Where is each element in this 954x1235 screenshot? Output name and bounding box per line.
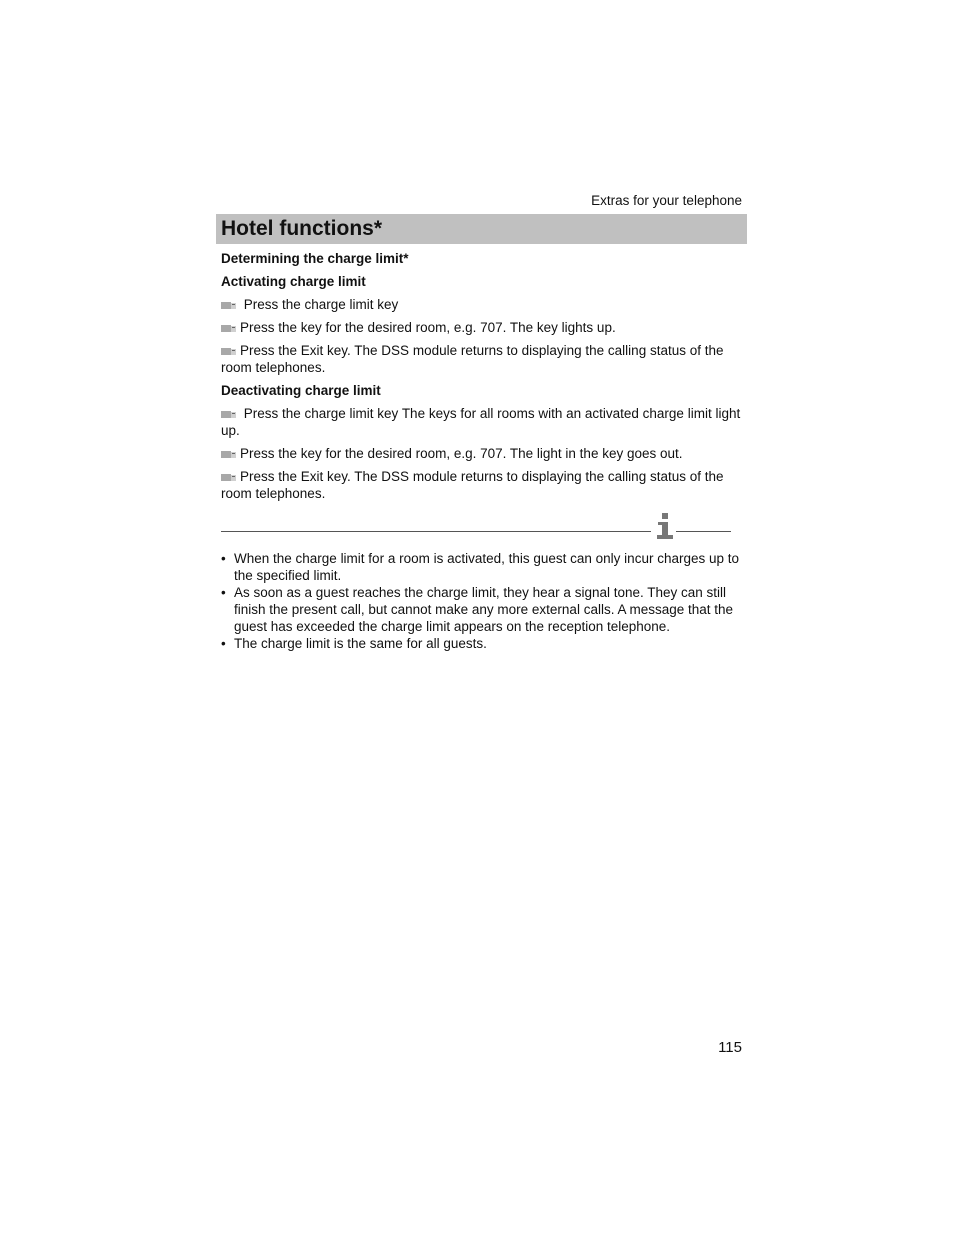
activating-step — [221, 296, 741, 313]
key-icon — [221, 473, 236, 481]
deactivating-step-text: Press the charge limit key The keys for all rooms with an activated charge limit light up. — [221, 406, 741, 438]
note-text: When the charge limit for a room is activated, this guest can only incur charges up to the specified limit. — [234, 551, 739, 583]
note-item — [221, 584, 743, 635]
deactivating-step — [221, 405, 741, 439]
bullet: • — [221, 636, 226, 651]
page-number: 115 — [718, 1039, 742, 1056]
info-icon — [655, 512, 675, 540]
deactivating-step — [221, 468, 741, 502]
activating-heading: Activating charge limit — [221, 274, 366, 289]
key-icon — [221, 301, 236, 309]
note-item — [221, 635, 743, 652]
info-rule-right — [676, 531, 731, 532]
activating-step-text: Press the Exit key. The DSS module returns to displaying the calling status of the room telephones. — [221, 343, 724, 375]
note-text: The charge limit is the same for all guests. — [234, 636, 487, 651]
key-icon — [221, 450, 236, 458]
deactivating-step — [221, 445, 741, 462]
activating-step-text: Press the key for the desired room, e.g. 707. The key lights up. — [240, 320, 616, 335]
deactivating-step-text: Press the key for the desired room, e.g. 707. The light in the key goes out. — [240, 446, 683, 461]
content — [221, 250, 741, 508]
info-rule-left — [221, 531, 651, 532]
activating-step — [221, 342, 741, 376]
bullet: • — [221, 585, 226, 600]
deactivating-step-text: Press the Exit key. The DSS module returns to displaying the calling status of the room telephones. — [221, 469, 724, 501]
activating-step-text: Press the charge limit key — [240, 297, 399, 312]
info-divider — [221, 512, 731, 542]
key-icon — [221, 410, 236, 418]
activating-step — [221, 319, 741, 336]
info-notes — [221, 550, 743, 652]
key-icon — [221, 347, 236, 355]
running-head: Extras for your telephone — [591, 193, 742, 208]
note-item — [221, 550, 743, 584]
bullet: • — [221, 551, 226, 566]
deactivating-heading: Deactivating charge limit — [221, 383, 381, 398]
key-icon — [221, 324, 236, 332]
section-title-bar — [216, 214, 747, 244]
note-text: As soon as a guest reaches the charge limit, they hear a signal tone. They can still finish the present call, but cannot make any more external calls. A message that the guest has exceeded the charge limit appears on the reception telephone. — [234, 585, 734, 634]
subtitle: Determining the charge limit* — [221, 251, 409, 266]
section-title: Hotel functions* — [221, 217, 382, 240]
